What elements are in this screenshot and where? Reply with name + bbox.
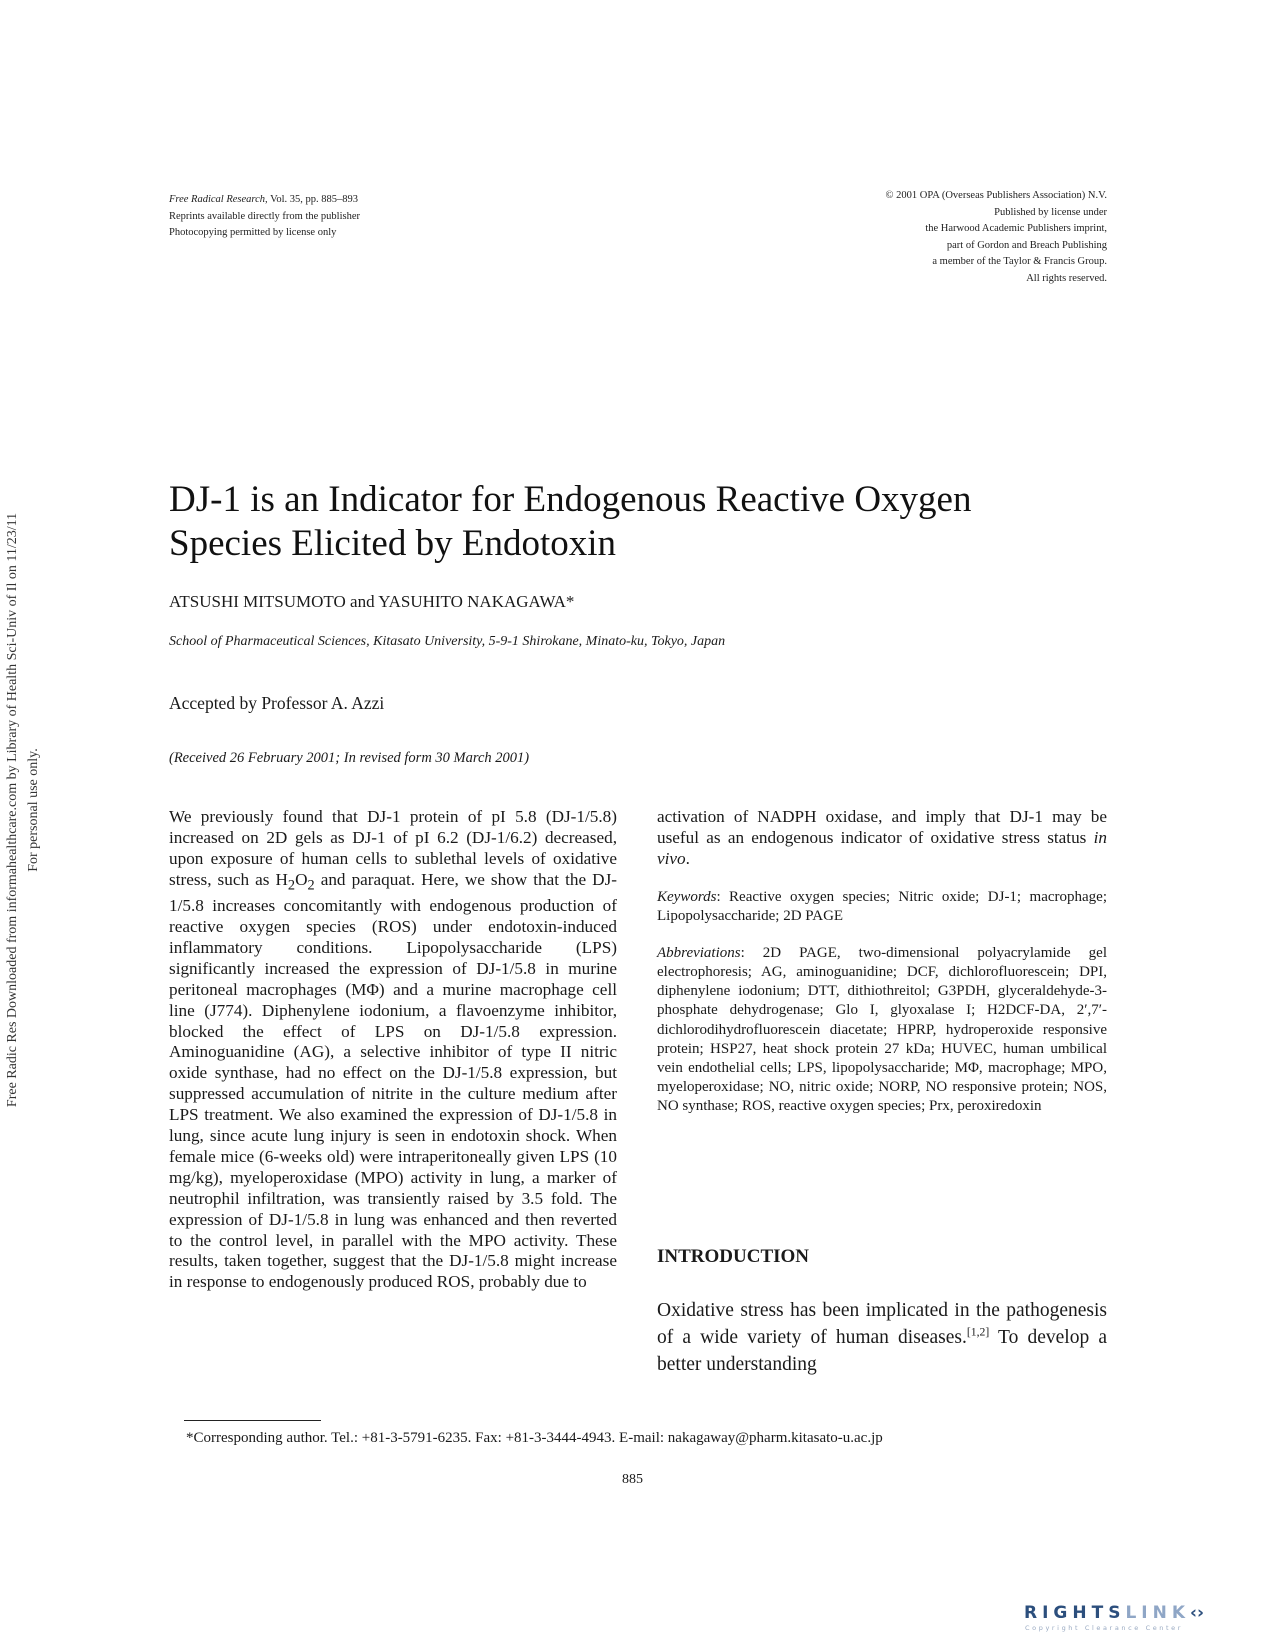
copyright-line: a member of the Taylor & Francis Group. — [932, 256, 1107, 267]
abstract-text-part2: O — [295, 869, 308, 889]
affiliation: School of Pharmaceutical Sciences, Kitasato University, 5-9-1 Shirokane, Minato-ku, Tokyo, Japan — [169, 634, 726, 649]
rightslink-wordmark-link: LINK — [1125, 1603, 1190, 1623]
download-watermark-line1: Free Radic Res Downloaded from informahealthcare.com by Library of Health Sci-Univ of Il on 11/23/11 — [5, 512, 20, 1108]
right-column — [657, 807, 1107, 1117]
copyright-line: © 2001 OPA (Overseas Publishers Association) N.V. — [885, 190, 1107, 201]
section-heading-introduction: INTRODUCTION — [657, 1246, 810, 1267]
rightslink-logo[interactable] — [1024, 1603, 1254, 1637]
photocopying-note: Photocopying permitted by license only — [169, 227, 337, 238]
copyright-line: part of Gordon and Breach Publishing — [946, 239, 1107, 251]
introduction-text — [657, 1297, 1107, 1378]
abbreviations — [657, 944, 1107, 1117]
abstract-continuation — [657, 807, 1107, 870]
citation-reference[interactable]: [1,2] — [966, 1325, 990, 1339]
rightslink-tagline: Copyright Clearance Center — [1025, 1624, 1184, 1632]
reprints-note: Reprints available directly from the publisher — [169, 210, 360, 222]
abstract-subscript: 2 — [307, 877, 315, 894]
journal-header-left — [169, 192, 469, 242]
introduction-text-end: To develop a better understanding — [657, 1327, 1107, 1375]
journal-volume: Vol. 35, pp. 885–893 — [267, 194, 358, 205]
copyright-line: the Harwood Academic Publishers imprint, — [925, 223, 1107, 234]
abstract-in-vivo: in vivo — [657, 827, 1107, 868]
copyright-header-right — [780, 188, 1107, 287]
keywords-text: : Reactive oxygen species; Nitric oxide; DJ-1; macrophage; Lipopolysaccharide; 2D PAGE — [657, 888, 1107, 924]
keywords-label: Keywords — [657, 888, 717, 905]
page-number: 885 — [622, 1472, 643, 1487]
abstract-text-part3: and paraquat. Here, we show that the DJ-1/5.8 increases concomitantly with endogenous production of reactive oxygen species (ROS) under endotoxin-induced inflammatory conditions. Lipopolysaccharide (LPS) significantly increased the expression of DJ-1/5.8 in murine peritoneal macrophages (MΦ) and a murine macrophage cell line (J774). Diphenylene iodonium, a flavoenzyme inhibitor, blocked the effect of LPS on DJ-1/5.8 expression. Aminoguanidine (AG), a selective inhibitor of type II nitric oxide synthase, had no effect on the DJ-1/5.8 expression, but suppressed accumulation of nitrite in the culture medium after LPS treatment. We also examined the expression of DJ-1/5.8 in lung, since acute lung injury is seen in endotoxin shock. When female mice (6-weeks old) were intraperitoneally given LPS (10 mg/kg), myeloperoxidase (MPO) activity in lung, a marker of neutrophil infiltration, was transiently raised by 3.5 fold. The expression of DJ-1/5.8 in lung was enhanced and then reverted to the control level, in parallel with the MPO activity. These results, taken together, suggest that the DJ-1/5.8 might increase in response to endogenously produced ROS, probably due to — [169, 869, 617, 1292]
journal-name: Free Radical Research, — [169, 194, 268, 205]
received-dates: (Received 26 February 2001; In revised form 30 March 2001) — [169, 750, 530, 766]
introduction-text-start: Oxidative stress has been implicated in the pathogenesis of a wide variety of human diseases. — [657, 1300, 1107, 1348]
footnote-divider — [184, 1420, 321, 1421]
download-watermark — [2, 440, 48, 1180]
article-title — [169, 478, 1099, 566]
copyright-line: Published by license under — [994, 206, 1107, 218]
authors: ATSUSHI MITSUMOTO and YASUHITO NAKAGAWA* — [169, 592, 575, 611]
corresponding-author-footnote: *Corresponding author. Tel.: +81-3-5791-6235. Fax: +81-3-3444-4943. E-mail: nakagaway@pharm.kitasato-u.ac.jp — [186, 1430, 883, 1446]
keywords — [657, 888, 1107, 926]
abstract-left-column — [169, 807, 617, 1293]
abbreviations-text: : 2D PAGE, two-dimensional polyacrylamide gel electrophoresis; AG, aminoguanidine; DCF, dichlorofluorescein; DPI, diphenylene iodonium; DTT, dithiothreitol; G3PDH, glyceraldehyde-3-phosphate dehydrogenase; Glo I, glyoxalase I; H2DCF-DA, 2′,7′-dichlorodihydrofluorescein diacetate; HPRP, hydroperoxide responsive protein; HSP27, heat shock protein 27 kDa; HUVEC, human umbilical vein endothelial cells; LPS, lipopolysaccharide; MΦ, macrophage; MPO, myeloperoxidase; NO, nitric oxide; NORP, NO responsive protein; NOS, NO synthase; ROS, reactive oxygen species; Prx, peroxiredoxin — [657, 944, 1107, 1115]
abstract-text-part1: We previously found that DJ-1 protein of pI 5.8 (DJ-1/5.8) increased on 2D gels as DJ-1 of pI 6.2 (DJ-1/6.2) decreased, upon exposure of human cells to sublethal levels of oxidative stress, such as H — [169, 807, 617, 889]
abstract-text-part4: activation of NADPH oxidase, and imply that DJ-1 may be useful as an endogenous indicator of oxidative stress status — [657, 807, 1107, 847]
abbreviations-label: Abbreviations — [657, 944, 741, 961]
rightslink-logo-icon: ‹› — [1190, 1603, 1205, 1623]
rightslink-wordmark-rights: RIGHTS — [1024, 1603, 1126, 1623]
abstract-end-period: . — [685, 848, 690, 868]
abstract-subscript: 2 — [287, 877, 296, 894]
article-title-line1: DJ-1 is an Indicator for Endogenous Reactive Oxygen — [169, 479, 972, 520]
copyright-line: All rights reserved. — [1026, 272, 1107, 284]
journal-citation — [169, 192, 469, 209]
download-watermark-line2: For personal use only. — [26, 748, 41, 872]
accepted-by: Accepted by Professor A. Azzi — [169, 693, 385, 713]
article-title-line2: Species Elicited by Endotoxin — [169, 523, 616, 564]
rightslink-wordmark — [1024, 1603, 1204, 1623]
